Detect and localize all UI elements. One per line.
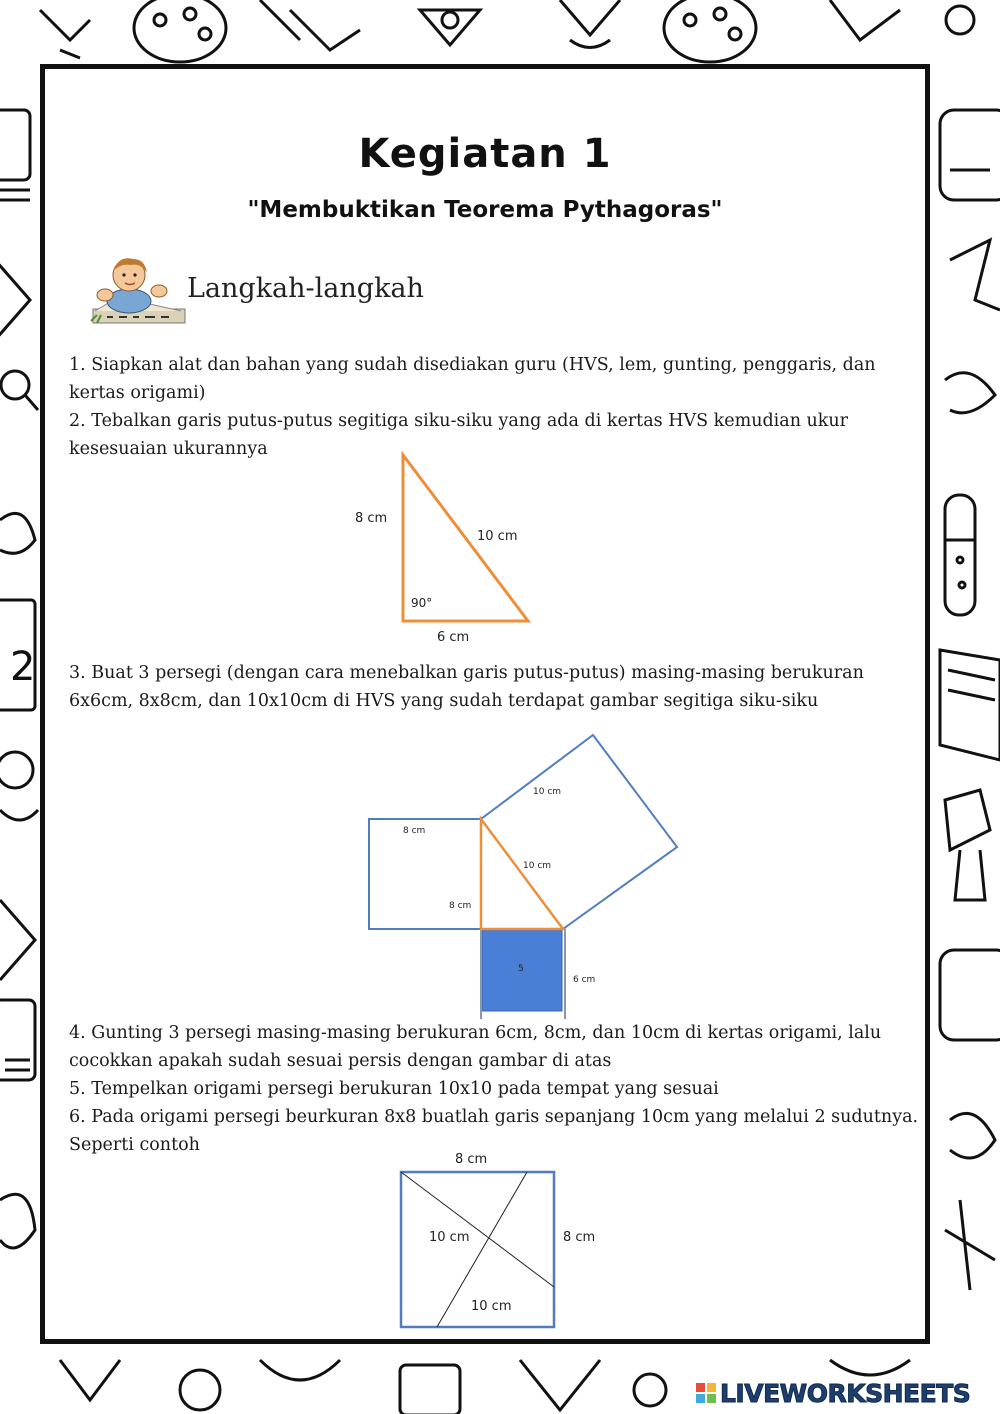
square-10cm <box>481 735 677 929</box>
steps-heading: Langkah-langkah <box>187 273 424 304</box>
triangle-vertical-label: 8 cm <box>355 511 388 526</box>
liveworksheets-watermark <box>696 1376 970 1410</box>
step-3: 3. Buat 3 persegi (dengan cara menebalkan garis putus-putus) masing-masing berukuran 6x6cm, 8x8cm, dan 10x10cm di HVS yang sudah terdapat gambar segitiga siku-siku <box>69 663 864 711</box>
label-square-top: 10 cm <box>533 787 562 797</box>
step-2: 2. Tebalkan garis putus-putus segitiga siku-siku yang ada di kertas HVS kemudian ukur kesesuaian ukurannya <box>69 411 849 459</box>
label-square-bottom-side: 6 cm <box>573 975 596 985</box>
label-diagonal-bottom: 10 cm <box>471 1299 512 1314</box>
studying-kid-illustration <box>85 251 189 329</box>
triangle-hypotenuse-label: 10 cm <box>477 529 518 544</box>
page-subtitle: "Membuktikan Teorema Pythagoras" <box>247 197 723 223</box>
label-hypotenuse: 10 cm <box>523 861 552 871</box>
triangle-angle-label: 90° <box>411 596 433 610</box>
step-4: 4. Gunting 3 persegi masing-masing berukuran 6cm, 8cm, dan 10cm di kertas origami, lalu cocokkan apakah sudah sesuai persis dengan gambar di atas <box>69 1023 882 1071</box>
label-top: 8 cm <box>455 1152 488 1167</box>
label-diagonal-left: 10 cm <box>429 1230 470 1245</box>
label-square-bottom-center: 5 <box>518 964 524 974</box>
label-right: 8 cm <box>563 1230 596 1245</box>
center-triangle <box>481 819 563 929</box>
step-6: 6. Pada origami persegi beurkuran 8x8 buatlah garis sepanjang 10cm yang melalui 2 sudutnya. Seperti contoh <box>69 1107 919 1155</box>
page-title: Kegiatan 1 <box>358 131 612 177</box>
label-square-left-top: 8 cm <box>403 826 426 836</box>
pythagoras-squares-figure <box>363 729 683 1019</box>
square-diagonal-figure <box>365 1145 625 1335</box>
step-5: 5. Tempelkan origami persegi berukuran 10x10 pada tempat yang sesuai <box>69 1079 719 1099</box>
right-triangle-figure <box>335 449 555 649</box>
watermark-text: LIVEWORKSHEETS <box>720 1378 971 1408</box>
label-square-left-side: 8 cm <box>449 901 472 911</box>
step-1: 1. Siapkan alat dan bahan yang sudah disediakan guru (HVS, lem, gunting, penggaris, dan kertas origami) <box>69 355 876 403</box>
liveworksheets-logo-icon <box>696 1383 716 1403</box>
triangle-base-label: 6 cm <box>437 630 470 645</box>
svg-text:2: 2 <box>10 644 36 690</box>
worksheet-page <box>40 64 930 1344</box>
